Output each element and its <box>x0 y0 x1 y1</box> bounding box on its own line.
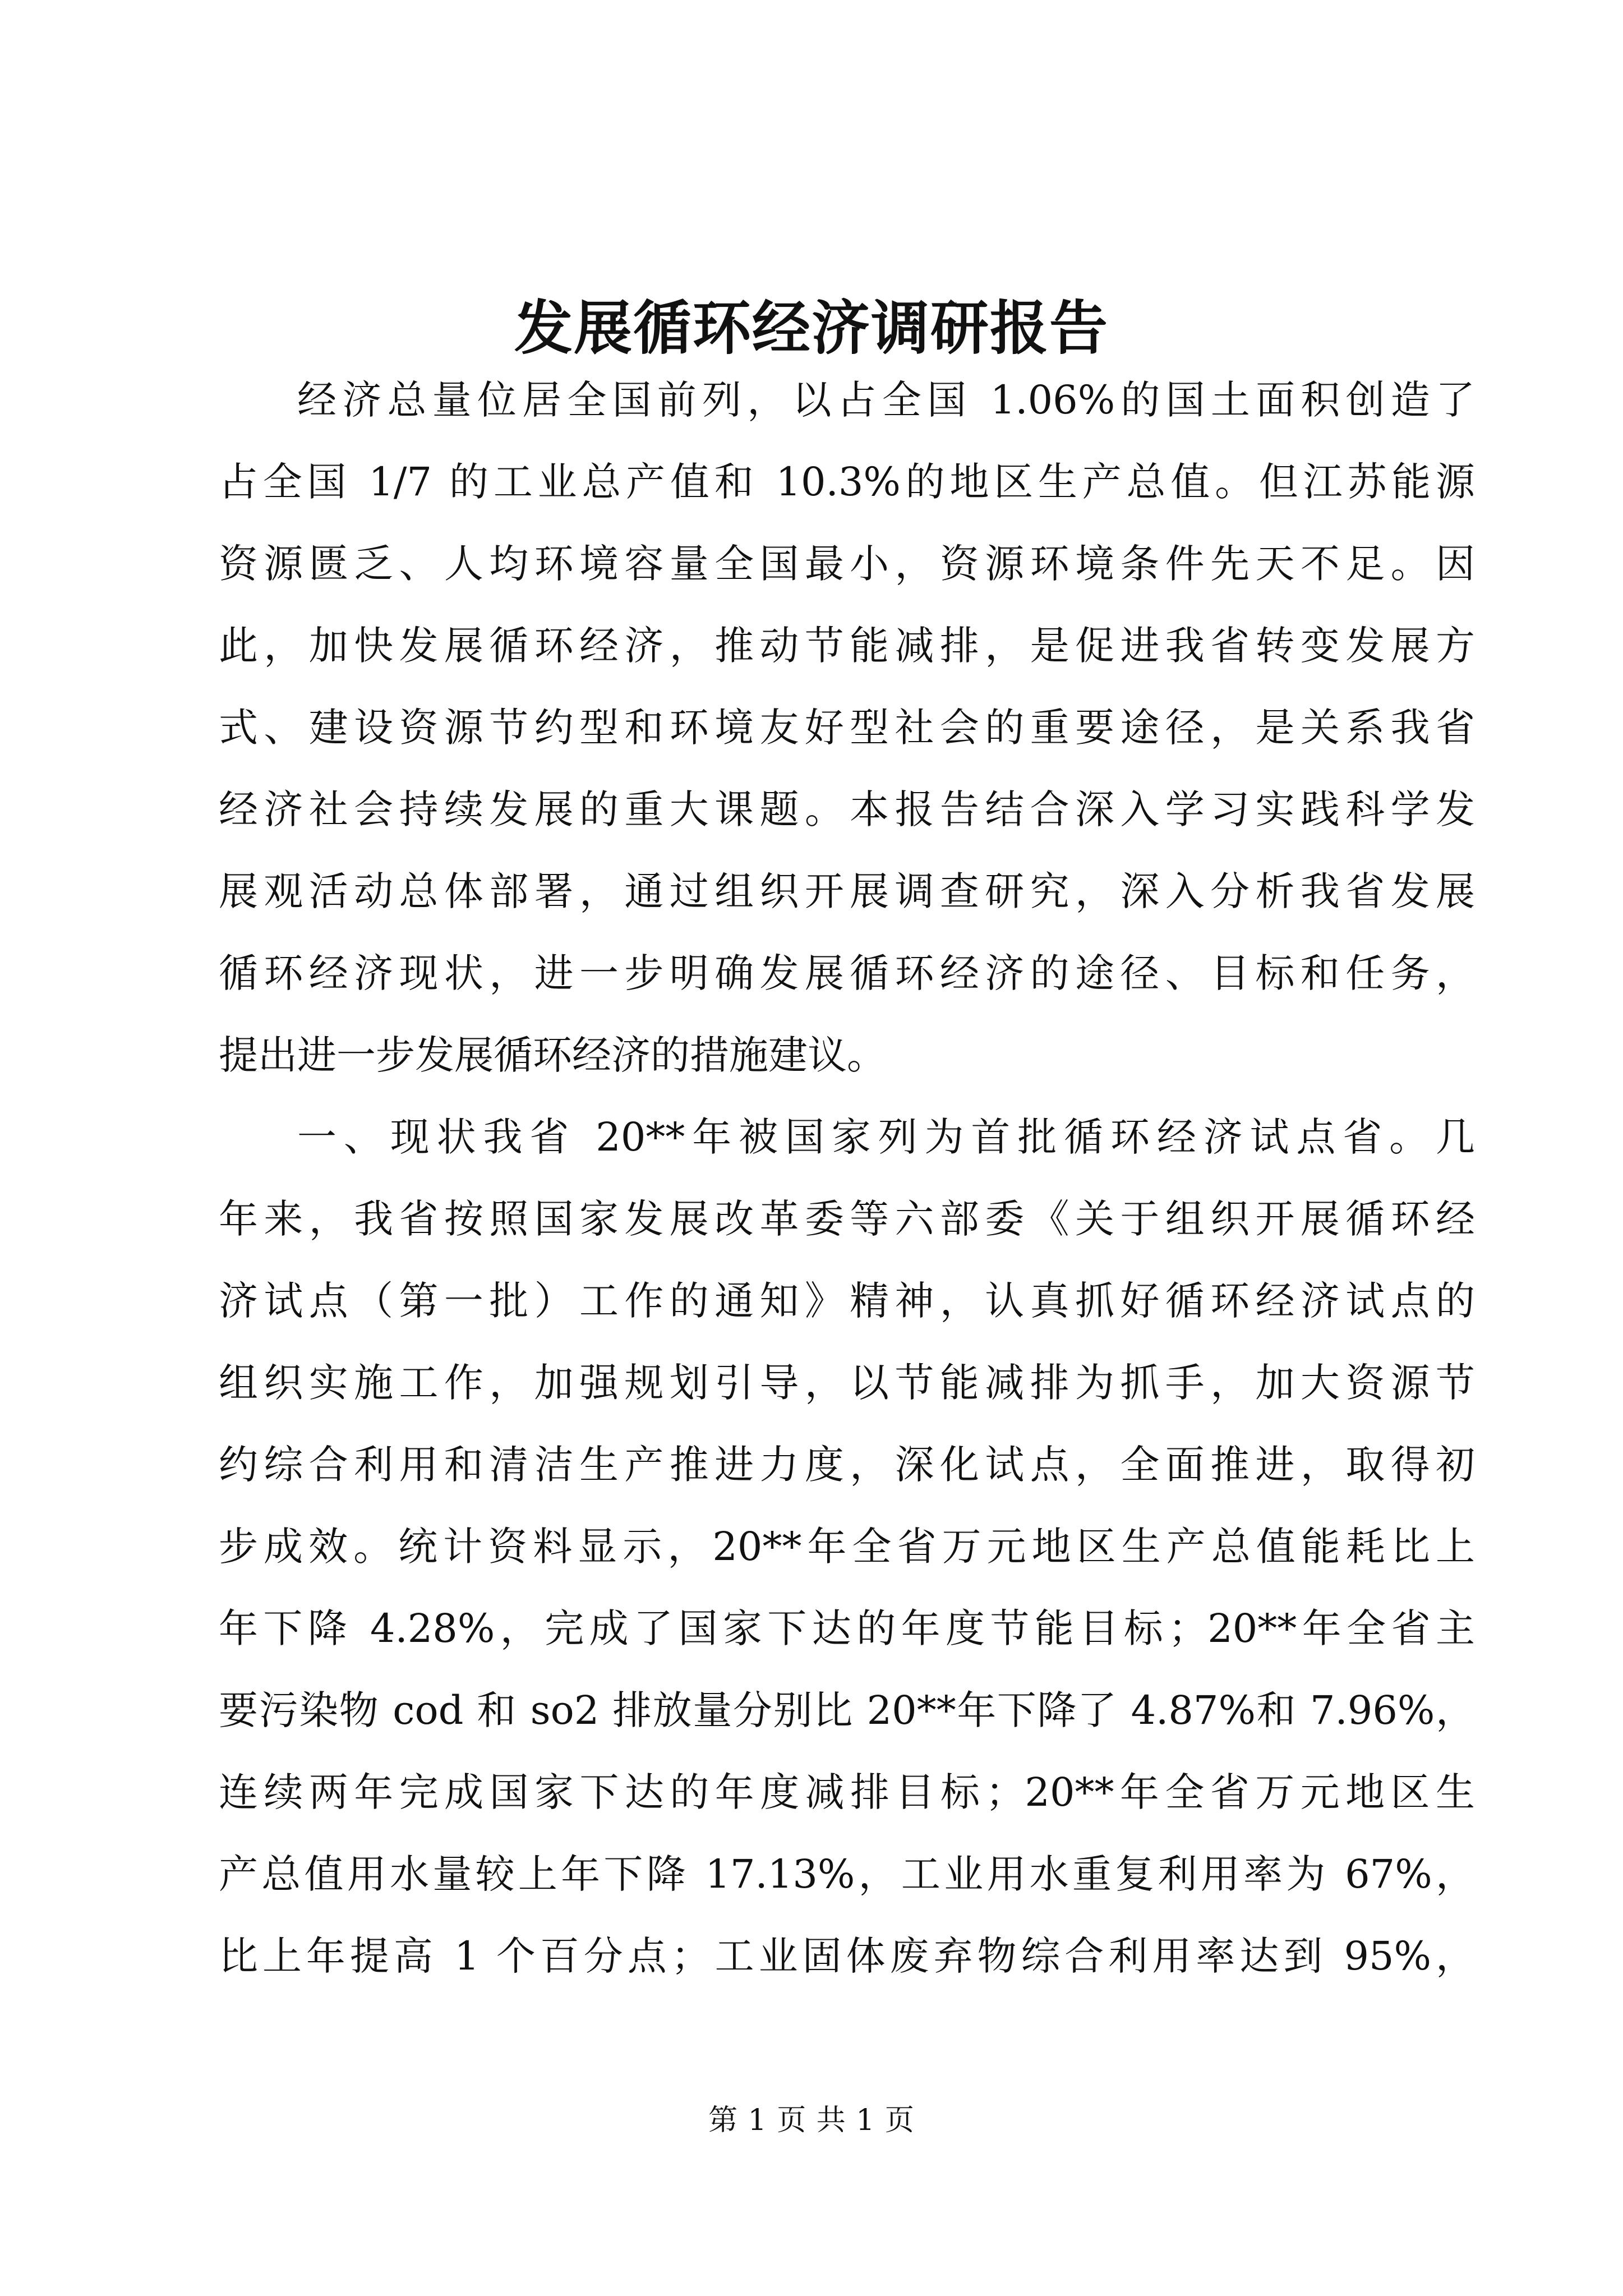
paragraph-line: 式、建设资源节约型和环境友好型社会的重要途径，是关系我省 <box>219 705 1475 751</box>
paragraph-line: 年下降 4.28%，完成了国家下达的年度节能目标；20**年全省主 <box>219 1605 1475 1651</box>
paragraph-line: 要污染物 cod 和 so2 排放量分别比 20**年下降了 4.87%和 7.96%， <box>219 1687 1475 1733</box>
paragraph-line: 组织实施工作，加强规划引导，以节能减排为抓手，加大资源节 <box>219 1360 1475 1406</box>
paragraph-line: 提出进一步发展循环经济的措施建议。 <box>219 1032 886 1078</box>
paragraph-line: 一、现状我省 20**年被国家列为首批循环经济试点省。几 <box>297 1114 1475 1160</box>
paragraph-line: 经济社会持续发展的重大课题。本报告结合深入学习实践科学发 <box>219 786 1475 832</box>
paragraph-line: 此，加快发展循环经济，推动节能减排，是促进我省转变发展方 <box>219 623 1475 669</box>
paragraph-line: 经济总量位居全国前列，以占全国 1.06%的国土面积创造了 <box>297 377 1475 423</box>
paragraph-line: 步成效。统计资料显示，20**年全省万元地区生产总值能耗比上 <box>219 1524 1475 1570</box>
paragraph-line: 循环经济现状，进一步明确发展循环经济的途径、目标和任务， <box>219 950 1475 996</box>
page-footer: 第 1 页 共 1 页 <box>708 2104 915 2137</box>
paragraph-line: 展观活动总体部署，通过组织开展调查研究，深入分析我省发展 <box>219 868 1475 914</box>
paragraph-line: 比上年提高 1 个百分点；工业固体废弃物综合利用率达到 95%， <box>219 1933 1475 1979</box>
paragraph-line: 约综合利用和清洁生产推进力度，深化试点，全面推进，取得初 <box>219 1442 1475 1488</box>
paragraph-line: 济试点（第一批）工作的通知》精神，认真抓好循环经济试点的 <box>219 1278 1475 1324</box>
paragraph-line: 产总值用水量较上年下降 17.13%，工业用水重复利用率为 67%， <box>219 1851 1475 1897</box>
paragraph-line: 占全国 1/7 的工业总产值和 10.3%的地区生产总值。但江苏能源 <box>219 459 1475 505</box>
paragraph-line: 资源匮乏、人均环境容量全国最小，资源环境条件先天不足。因 <box>219 541 1475 587</box>
paragraph-line: 年来，我省按照国家发展改革委等六部委《关于组织开展循环经 <box>219 1196 1475 1242</box>
document-body <box>219 359 1475 1997</box>
document-title: 发展循环经济调研报告 <box>514 293 1109 362</box>
paragraph-line: 连续两年完成国家下达的年度减排目标；20**年全省万元地区生 <box>219 1769 1475 1815</box>
